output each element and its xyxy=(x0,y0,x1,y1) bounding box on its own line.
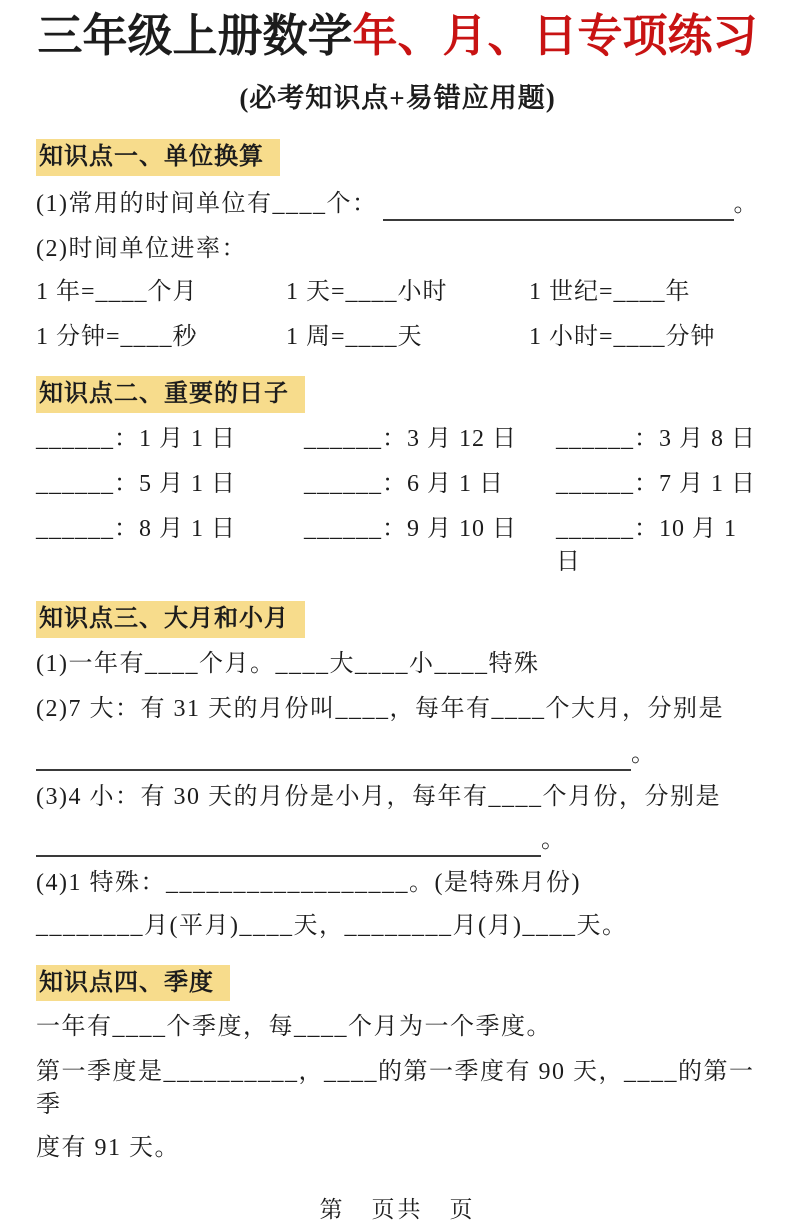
date-item: ______：1 月 1 日 xyxy=(36,425,236,452)
unit-conversion-item: 1 小时=____分钟 xyxy=(529,324,716,351)
dates-row xyxy=(36,468,759,501)
blank-line xyxy=(383,195,733,221)
worksheet-line: 一年有____个季度，每____个月为一个季度。 xyxy=(36,1014,552,1041)
page-title-black: 三年级上册数学 xyxy=(37,10,353,61)
unit-conversion-item: 1 年=____个月 xyxy=(36,279,198,306)
worksheet-line xyxy=(36,824,759,857)
unit-conversion-item: 1 分钟=____秒 xyxy=(36,324,198,351)
date-item: ______：3 月 12 日 xyxy=(304,425,517,452)
unit-conversion-row xyxy=(36,276,759,309)
footer-page-number: 第 页共 页 xyxy=(319,1197,476,1223)
line-text: (1)常用的时间单位有____个： xyxy=(36,191,378,218)
line-suffix: 。 xyxy=(541,826,567,853)
dates-row xyxy=(36,513,759,579)
worksheet-line: 度有 91 天。 xyxy=(36,1135,180,1162)
blank-line xyxy=(36,831,541,857)
line-suffix: 。 xyxy=(631,740,657,767)
section-heading: 知识点二、重要的日子 xyxy=(36,376,305,413)
worksheet-line: (3)4 小：有 30 天的月份是小月，每年有____个月份，分别是 xyxy=(36,783,721,810)
date-item: ______：10 月 1 日 xyxy=(556,515,737,575)
section-heading: 知识点四、季度 xyxy=(36,965,230,1002)
section-heading: 知识点一、单位换算 xyxy=(36,139,280,176)
page-title-red: 年、月、日专项练习 xyxy=(352,10,758,61)
section-important-dates xyxy=(36,376,759,579)
worksheet-line: (1)一年有____个月。____大____小____特殊 xyxy=(36,650,540,677)
worksheet-page xyxy=(0,8,793,1224)
date-item: ______：6 月 1 日 xyxy=(304,470,504,497)
date-item: ______：7 月 1 日 xyxy=(556,470,756,497)
date-item: ______：9 月 10 日 xyxy=(304,515,517,542)
worksheet-line: (2)7 大：有 31 天的月份叫____，每年有____个大月，分别是 xyxy=(36,695,724,722)
date-item: ______：5 月 1 日 xyxy=(36,470,236,497)
worksheet-line xyxy=(36,188,759,221)
worksheet-line: (2)时间单位进率： xyxy=(36,236,247,263)
section-unit-conversion xyxy=(36,139,759,354)
line-suffix: 。 xyxy=(733,191,759,218)
worksheet-line: 第一季度是__________，____的第一季度有 90 天，____的第一季 xyxy=(36,1059,755,1119)
section-heading: 知识点三、大月和小月 xyxy=(36,601,305,638)
unit-conversion-item: 1 周=____天 xyxy=(286,324,423,351)
date-item: ______：3 月 8 日 xyxy=(556,425,756,452)
unit-conversion-item: 1 天=____小时 xyxy=(286,279,448,306)
blank-line xyxy=(36,745,631,771)
worksheet-line: ________月(平月)____天，________月(月)____天。 xyxy=(36,912,628,939)
page-subtitle: (必考知识点+易错应用题) xyxy=(239,83,556,114)
worksheet-line: (4)1 特殊：__________________。(是特殊月份) xyxy=(36,869,581,896)
worksheet-line xyxy=(36,738,759,771)
unit-conversion-row xyxy=(36,321,759,354)
date-item: ______：8 月 1 日 xyxy=(36,515,236,542)
unit-conversion-item: 1 世纪=____年 xyxy=(529,279,691,306)
page-title xyxy=(36,8,759,64)
section-big-small-months xyxy=(36,601,759,943)
dates-row xyxy=(36,423,759,456)
section-quarters xyxy=(36,965,759,1166)
